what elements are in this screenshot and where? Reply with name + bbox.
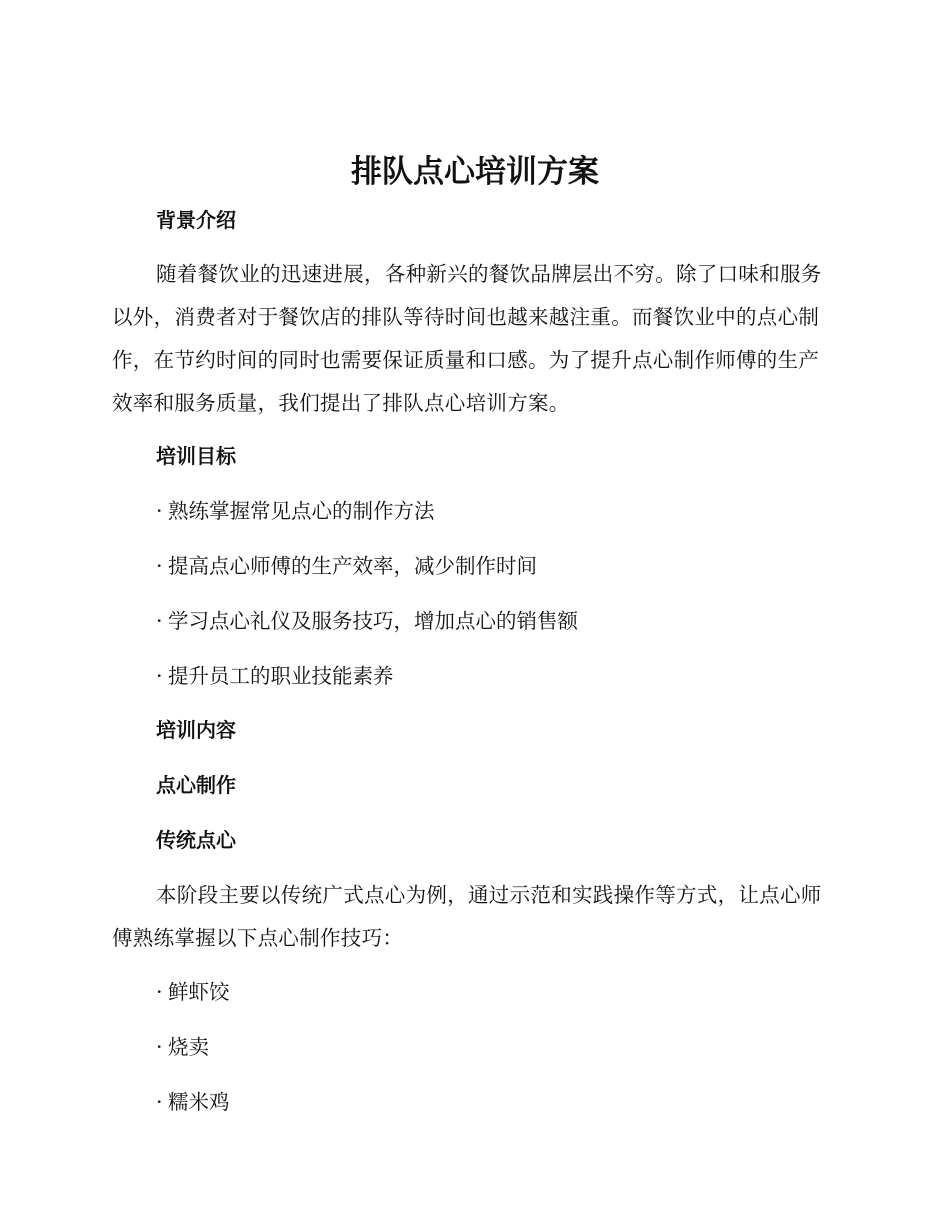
list-item-text: 学习点心礼仪及服务技巧，增加点心的销售额 [168,609,578,633]
list-item [156,551,537,581]
bullet-icon: · [156,554,163,578]
list-item [156,1087,230,1117]
bullet-icon: · [156,499,163,523]
section-heading-goals: 培训目标 [156,444,236,468]
bullet-icon: · [156,1090,163,1114]
document-title: 排队点心培训方案 [351,154,599,190]
bullet-icon: · [156,609,163,633]
list-item-text: 提升员工的职业技能素养 [168,664,394,688]
section-heading-background: 背景介绍 [156,208,236,232]
list-item-text: 提高点心师傅的生产效率，减少制作时间 [168,554,537,578]
list-item [156,606,578,636]
bullet-icon: · [156,980,163,1004]
list-item-text: 糯米鸡 [168,1090,230,1114]
list-item [156,661,394,691]
subsection-heading: 点心制作 [156,773,236,797]
section-heading-content: 培训内容 [156,718,236,742]
list-item [156,1032,209,1062]
bullet-icon: · [156,664,163,688]
list-item [156,977,230,1007]
bullet-icon: · [156,1035,163,1059]
list-item-text: 烧卖 [168,1035,209,1059]
list-item [156,496,435,526]
background-paragraph: 随着餐饮业的迅速进展，各种新兴的餐饮品牌层出不穷。除了口味和服务以外，消费者对于餐饮店的排队等待时间也越来越注重。而餐饮业中的点心制作，在节约时间的同时也需要保证质量和口感。为了提升点心制作师傅的生产效率和服务质量，我们提出了排队点心培训方案。 [112,262,822,415]
list-item-text: 鲜虾饺 [168,980,230,1004]
content-paragraph: 本阶段主要以传统广式点心为例，通过示范和实践操作等方式，让点心师傅熟练掌握以下点心制作技巧： [112,883,822,950]
list-item-text: 熟练掌握常见点心的制作方法 [168,499,435,523]
subsubsection-heading: 传统点心 [156,828,236,852]
